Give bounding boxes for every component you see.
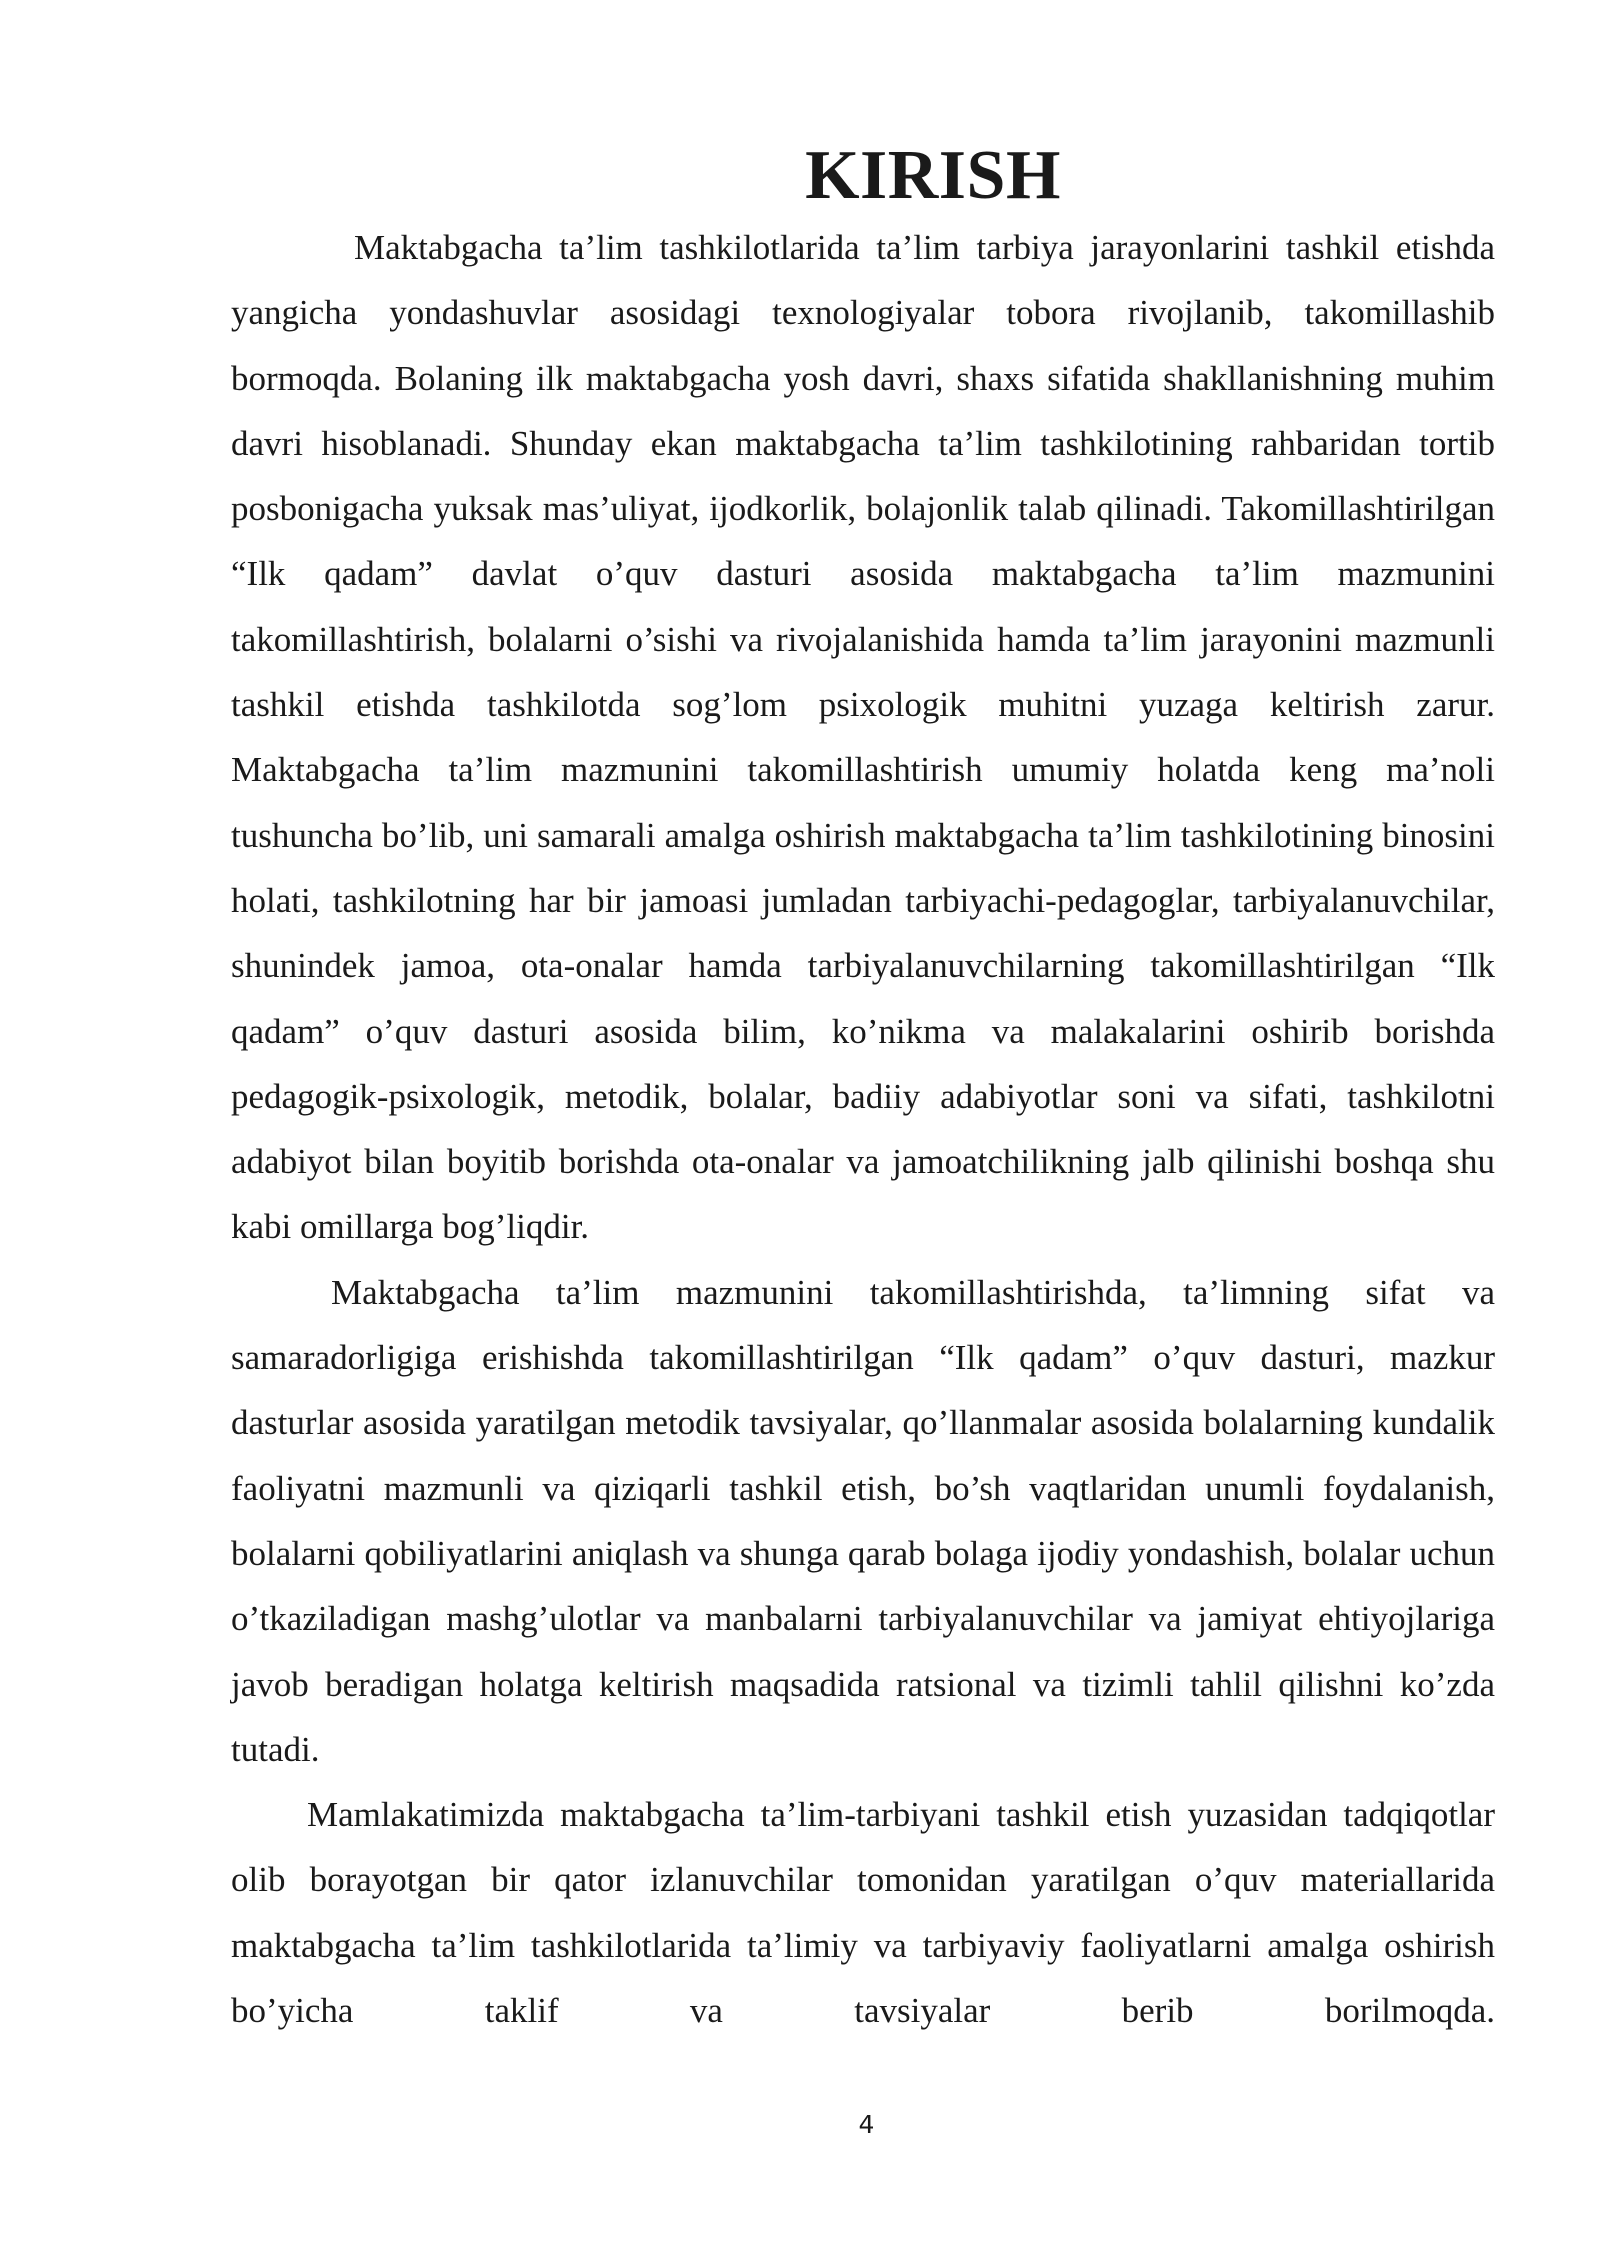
paragraph-2: Maktabgacha ta’lim mazmunini takomillashtirishda, ta’limning sifat va samaradorligiga erishishda takomillashtirilgan “Ilk qadam” o’quv dasturi, mazkur dasturlar asosida yaratilgan metodik tavsiyalar, qo’llanmalar asosida bolalarning kundalik faoliyatni mazmunli va qiziqarli tashkil etish, bo’sh vaqtlaridan unumli foydalanish, bolalarni qobiliyatlarini aniqlash va shunga qarab bolaga ijodiy yondashish, bolalar uchun o’tkaziladigan mashg’ulotlar va manbalarni tarbiyalanuvchilar va jamiyat ehtiyojlariga javob beradigan holatga keltirish maqsadida ratsional va tizimli tahlil qilishni ko’zda tutadi.	[231, 1272, 1495, 1769]
paragraph-1: Maktabgacha ta’lim tashkilotlarida ta’lim tarbiya jarayonlarini tashkil etishda yangicha yondashuvlar asosidagi texnologiyalar tobora rivojlanib, takomillashib bormoqda. Bolaning ilk maktabgacha yosh davri, shaxs sifatida shakllanishning muhim davri hisoblanadi. Shunday ekan maktabgacha ta’lim tashkilotining rahbaridan tortib posbonigacha yuksak mas’uliyat, ijodkorlik, bolajonlik talab qilinadi. Takomillashtirilgan “Ilk qadam” davlat o’quv dasturi asosida maktabgacha ta’lim mazmunini takomillashtirish, bolalarni o’sishi va rivojalanishida hamda ta’lim jarayonini mazmunli tashkil etishda tashkilotda sog’lom psixologik muhitni yuzaga keltirish zarur. Maktabgacha ta’lim mazmunini takomillashtirish umumiy holatda keng ma’noli tushuncha bo’lib, uni samarali amalga oshirish maktabgacha ta’lim tashkilotining binosini holati, tashkilotning har bir jamoasi jumladan tarbiyachi-pedagoglar, tarbiyalanuvchilar, shunindek jamoa, ota-onalar hamda tarbiyalanuvchilarning takomillashtirilgan “Ilk qadam” o’quv dasturi asosida bilim, ko’nikma va malakalarini oshirib borishda pedagogik-psixologik, metodik, bolalar, badiiy adabiyotlar soni va sifati, tashkilotni adabiyot bilan boyitib borishda ota-onalar va jamoatchilikning jalb qilinishi boshqa shu kabi omillarga bog’liqdir.	[231, 228, 1495, 1247]
page-number: 4	[858, 2110, 875, 2139]
document-body	[231, 137, 1495, 2043]
section-heading: KIRISH	[805, 137, 1061, 214]
paragraph-3: Mamlakatimizda maktabgacha ta’lim-tarbiyani tashkil etish yuzasidan tadqiqotlar olib borayotgan bir qator izlanuvchilar tomonidan yaratilgan o’quv materiallarida maktabgacha ta’lim tashkilotlarida ta’limiy va tarbiyaviy faoliyatlarni amalga oshirish bo’yicha taklif va tavsiyalar berib borilmoqda.	[231, 1795, 1495, 2031]
